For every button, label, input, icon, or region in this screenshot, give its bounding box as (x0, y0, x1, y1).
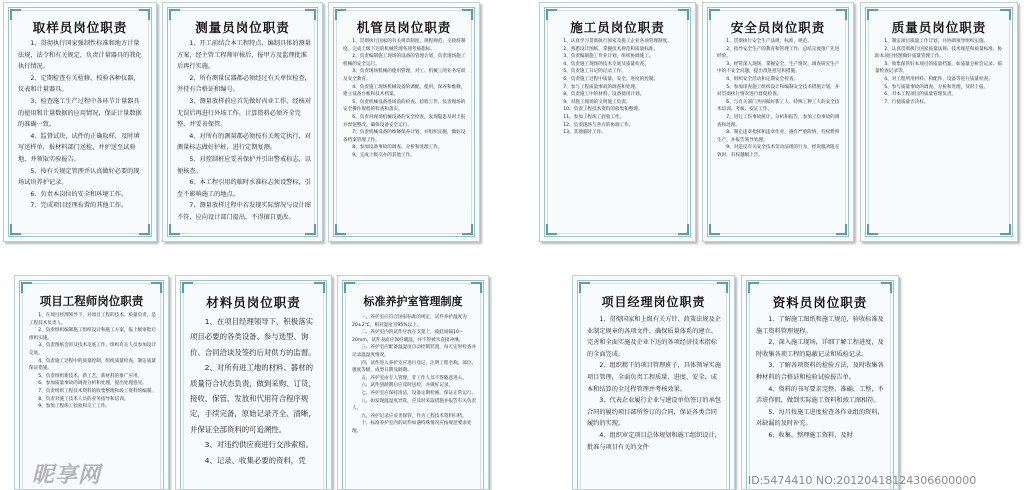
duty-item: 2、深入施工现场，详细了解工程进度，及时收集各项工程的隐蔽记录和质检记录。 (756, 339, 884, 358)
rule-item: 七、养护室应保持清洁，设备定期检修，保证正常运行。 (361, 390, 477, 396)
duty-item: 3、了解各项资料的检验方法，及时收集各种材料的合格证和检验试验报告单。 (756, 362, 884, 381)
rule-item: 五、养护室由专人管理，非工作人员不得随意进入。 (361, 375, 467, 381)
duty-item: 3、经常深入现场，掌握安全，生产情况，调查研究生产中的不安全问题，提出改进意见和措施。 (717, 61, 840, 75)
duty-item: 1、制定项目质量工作计划，并协助领导组织实施。 (884, 39, 989, 44)
duty-item: 2、定期检查有关检修、校验各种仪器，仪表和计量器具。 (18, 74, 140, 94)
rule-item: 十、标准养护室内的试件如遇特殊情况应按规范要求处理。 (352, 421, 472, 434)
duty-item: 6、负责对现场机械设备的安全检查，发现隐患及时上报并督促整改，确保设备安全运行。 (343, 114, 466, 128)
board-sampler (3, 2, 157, 242)
duty-item: 5、每月按施工进度检查各作业组的资料，对缺漏的及时补充。 (756, 408, 884, 428)
board-title: 项目经理岗位职责 (601, 295, 706, 309)
duty-item: 2、指导安全生产的教育和管理工作，总结交流推广先进经验。 (717, 46, 840, 60)
duty-item: 5、参加审查施工组织设计和编制安全技术措施计划，并对贯彻执行情况进行督促检查。 (717, 84, 840, 98)
duty-item: 9、参加工程竣工验收和交工工作。 (38, 404, 111, 410)
duty-item: 9、对违反有关安全技术劳动法规的行为，经说服劝阻无效时，有权越级上告。 (717, 145, 840, 158)
rule-item: 九、养护记录应妥善保管，作为工程技术资料归档。 (361, 413, 467, 419)
duty-item: 6、参加质量事故的调查分析和处理，提出处理意见。 (38, 381, 147, 387)
board-surveyor (162, 2, 323, 242)
board-quality (860, 2, 1018, 242)
duty-item: 4、负责施工过程中的质量控制，组织质量检查，制定质量保证措施。 (29, 358, 156, 372)
board-text (190, 314, 320, 489)
duty-item: 4、组织审定项目总体规划和施工组织设计，批准与项目有关的文件 (587, 431, 721, 451)
board-title: 材料员岗位职责 (206, 295, 301, 310)
duty-item: 5、对控制桩应妥善保护并引出警戒标志，以便核查。 (177, 155, 311, 175)
board-machinery (328, 2, 480, 242)
duty-item: 3、测量放样前应首先做好内业工作，经核对无误后再进行外场工作，计算资料必须齐全完整，并妥善保管。 (177, 97, 311, 129)
duty-item: 3、收集保管好本项目的质量档案，如质量分析会记录、质量检查记录等。 (875, 61, 1002, 75)
duty-item: 8、制止违章指挥和违章作业，遇有严重险情，有权暂停生产，并报告领导处理。 (717, 130, 840, 143)
duty-item: 1、开工前结合本工程特点，编制具体的测量方案，经主管工程师审核后，报甲方及监理批准后再行实施。 (177, 40, 311, 71)
duty-item: 8、负责施工中的材料、设备使用计划。 (563, 92, 645, 98)
board-text (352, 314, 477, 489)
duty-item: 6、与有关部门共同做好新工人、特殊工种工人的安全技术培训、考核、发证工作。 (717, 99, 840, 113)
board-text (554, 38, 684, 231)
duty-item: 6、负责本岗位的安全和环境工作。 (30, 190, 128, 198)
board-title: 安全员岗位职责 (730, 20, 826, 35)
board-title: 质量员岗位职责 (891, 20, 987, 35)
duty-item: 4、对所有的测量都必须按有关规定执行，对测量标志做好护桩，进行定期复测。 (177, 132, 311, 152)
duty-item: 4、监督试块，试件的正确取样，及时填写送样单，报材料部门送检，并护送至试验地，并领取实验报告。 (18, 132, 140, 163)
duty-item: 7、参与工程质量事故的调查和处理。 (563, 84, 640, 90)
board-material (175, 275, 332, 490)
duty-item: 2、负责组织编制施工组织设计和施工方案，报上级审批后组织实施。 (29, 328, 156, 341)
board-title: 取样员岗位职责 (32, 20, 128, 35)
duty-item: 7、完成项目经理布置的其他工作。 (30, 202, 128, 210)
duty-item: 5、参与质量事故的调查、分析和处理，及时上报。 (884, 84, 989, 90)
rule-item: 一、养护室应符合国家标准的规定，试件养护温度为20±2℃，相对湿度为95%以上。 (352, 315, 467, 328)
site-watermark: 昵享网 (32, 462, 102, 488)
board-title: 施工员岗位职责 (570, 20, 665, 35)
board-safety (702, 2, 854, 242)
duty-item: 4、负责施工现场的技术交底及质量检查。 (563, 61, 649, 67)
duty-item: 2、对所有进工地的材料、器材的质量符合状态负责，做到采购、订货、接收、保管、发放和代用符合程序规定，手续完备，原始记录齐全、清晰，并保证全部资料的可追溯性。 (190, 363, 316, 434)
duty-item: 10、负责工程技术资料的收集和整理。 (563, 107, 643, 113)
duty-item: 1、了解施工图纸和施工规范，验收标准及施工资料管理规程。 (756, 316, 884, 335)
duty-item: 4、对工程所用材料、构配件、设备等进行质量检查。 (884, 76, 993, 82)
duty-item: 2、认真贯彻执行国家质量法规、技术规范和质量标准，协助本项目经理做好质量管理工作。 (875, 46, 1002, 60)
duty-item: 1、贯彻国家和上级有关方针、政策法规及企业制定规章的各项文件，确保质量体系的建立、完善和全面实施及企业下达的各项经济技术指标的全面完成。 (587, 316, 721, 358)
image-id-stamp: ID:5474410 NO:20120418124306600000 (748, 474, 977, 487)
duty-item: 2、熟悉设计图纸，掌握技术规范和质量标准。 (563, 46, 658, 52)
board-text (587, 314, 723, 489)
board-title: 资料员岗位职责 (772, 295, 868, 310)
duty-item: 4、负责施工现场机械设备的调配、使用、保养和维修，建立设备台帐和技术档案。 (343, 84, 466, 98)
duty-item: 9、完成上级交办的其他工作。 (352, 152, 415, 158)
board-text (177, 38, 311, 231)
duty-item: 1、在项目经理领导下，积极落实项目必要的各类设备、参与选型、询价、合同洽谈及签约后对供方的监督。 (190, 317, 316, 357)
duty-item: 5、按有关规定管理并认真做好必要的现场试块养护记录。 (18, 167, 140, 187)
duty-item: 11、参加工程竣工验收工作。 (563, 114, 625, 120)
board-title: 标准养护室管理制度 (363, 295, 463, 308)
duty-item: 6、负责施工过程中质量、安全、进度的控制。 (563, 76, 658, 82)
duty-item: 1、认真学习贯彻执行国家及施工企业各项管理制度。 (563, 39, 672, 44)
duty-item: 12、负责现场与各方的协调工作。 (563, 122, 634, 128)
board-text (717, 38, 842, 231)
board-curing-room (337, 275, 489, 490)
duty-item: 2、所有测量仪器都必须经过有关单位检查，并持有合格证和编号。 (177, 74, 311, 94)
duty-item: 3、负责编制施工作业计划，组织协调施工。 (563, 54, 654, 60)
duty-item: 8、参加设备事故的调查、分析和处理工作。 (352, 145, 443, 151)
duty-item: 7、负责机械设备的维修保养计划，并组织实施，做好设备档案管理工作。 (343, 130, 466, 143)
board-title: 项目工程师岗位职责 (39, 294, 144, 308)
board-title: 机管员岗位职责 (356, 20, 452, 35)
duty-item: 4、记录、收集必要的资料，凭 (204, 455, 306, 465)
rule-item: 六、试件到龄期后应及时送检，并做好记录。 (361, 383, 454, 389)
rule-item: 三、养护室应配备温湿度自动控制装置，每天定时检查并记录温湿度情况。 (352, 345, 477, 358)
duty-item: 3、代表企业履行企业与建设单位签订的承包合同的履约项目部所签订的合同，保证各类合同履约的实现。 (587, 397, 721, 428)
duty-item: 6、收集、整理施工资料，及时 (768, 431, 853, 439)
duty-item: 4、资料的书写要求完整、准确、工整，不弄虚作假，做到实际施工资料和竣工图相符。 (756, 385, 884, 405)
duty-item: 5、负责施工日记的记录工作。 (563, 69, 626, 75)
duty-item: 2、组织精干的项目管理班子，具体领导实施项目管理，全面负责工程质量、进度、安全、成本和结算的全过程管理并考核效果。 (587, 362, 721, 393)
board-document-clerk (741, 275, 899, 490)
board-text (343, 38, 468, 231)
duty-item: 6、本工程引用的临时水准标志须设警标，引至不影响施工的地点。 (177, 179, 311, 198)
duty-item: 7、行使质量否决权。 (884, 99, 929, 105)
duty-item: 5、负责机械设备进场前的检查、验收工作，负责现场的安全操作规程的检查和落实。 (343, 99, 466, 113)
duty-item: 3、负责图纸会审及技术交底工作，组织有关人员参加设计交底。 (29, 343, 156, 356)
board-project-manager (572, 275, 735, 490)
duty-item: 1、贯彻执行国家的有关规章制度，规程规范，交接班制度，完成上级下达的机械管理各项考核指标。 (343, 39, 466, 52)
board-text (756, 314, 887, 489)
duty-item: 13、其他临时工作。 (563, 130, 606, 136)
rule-item: 八、如发现温湿度异常，应及时采取措施并报告有关负责人。 (352, 398, 477, 412)
duty-item: 3、对违约供应商进行交涉索赔。 (204, 440, 313, 450)
duty-item: 7、进行工伤事故统计、分析和报告，参加工伤事故的调查和处理。 (717, 114, 840, 128)
rule-item: 二、养护室内的试件应放在支架上，彼此间隔10～20mm，试件表面应保持潮湿，并不得被水直接冲淋。 (352, 330, 464, 343)
duty-item: 7、测量放样过程中若发现实际情况与设计图不符，应向设计部门提出，不得擅自更改。 (177, 202, 311, 221)
duty-item: 1、在项目经理领导下，对项目工程的技术、质量负责，是工程技术负责人。 (29, 313, 156, 326)
duty-item: 9、对施工现场的文明施工负责。 (563, 99, 631, 105)
duty-item: 2、负责编制施工现场的设备的管理计划，负责现场施工机械的安全运行。 (343, 54, 466, 67)
rule-item: 四、试件进入养护室应进行登记，注明工程名称、部位、强度等级、成型日期及龄期。 (352, 360, 477, 374)
duty-item: 8、负责对施工技术人员的业务指导和培训。 (38, 396, 129, 402)
board-text (875, 38, 1006, 231)
duty-item: 1、贯彻执行国家强制性标准和地方计量法规，法令和有关规定，负责计量器具的我化执行情况。 (18, 40, 142, 71)
duty-item: 5、负责组织新技术、新工艺、新材料的推广应用。 (38, 373, 143, 379)
duty-item: 4、组织安全活动和定期安全检查。 (726, 76, 799, 82)
duty-item: 3、负责现场机械的使用管理，对工、机械工的业务培训及安全教育。 (343, 69, 466, 82)
board-construction (539, 2, 696, 242)
duty-item: 1、贯彻执行安全生产法规，标准，规范。 (726, 39, 812, 44)
duty-item: 6、对本工程项目的质量管理负责。 (884, 92, 957, 98)
board-title: 测量员岗位职责 (195, 20, 290, 35)
duty-item: 3、检查施工生产过程中各环节计量器具的使用和计量数据的应用情况，保证计量数据的准确一致。 (18, 97, 142, 129)
duty-item: 7、负责组织工程技术资料的收集整理和竣工资料的编制。 (38, 388, 156, 394)
board-text (18, 38, 145, 231)
